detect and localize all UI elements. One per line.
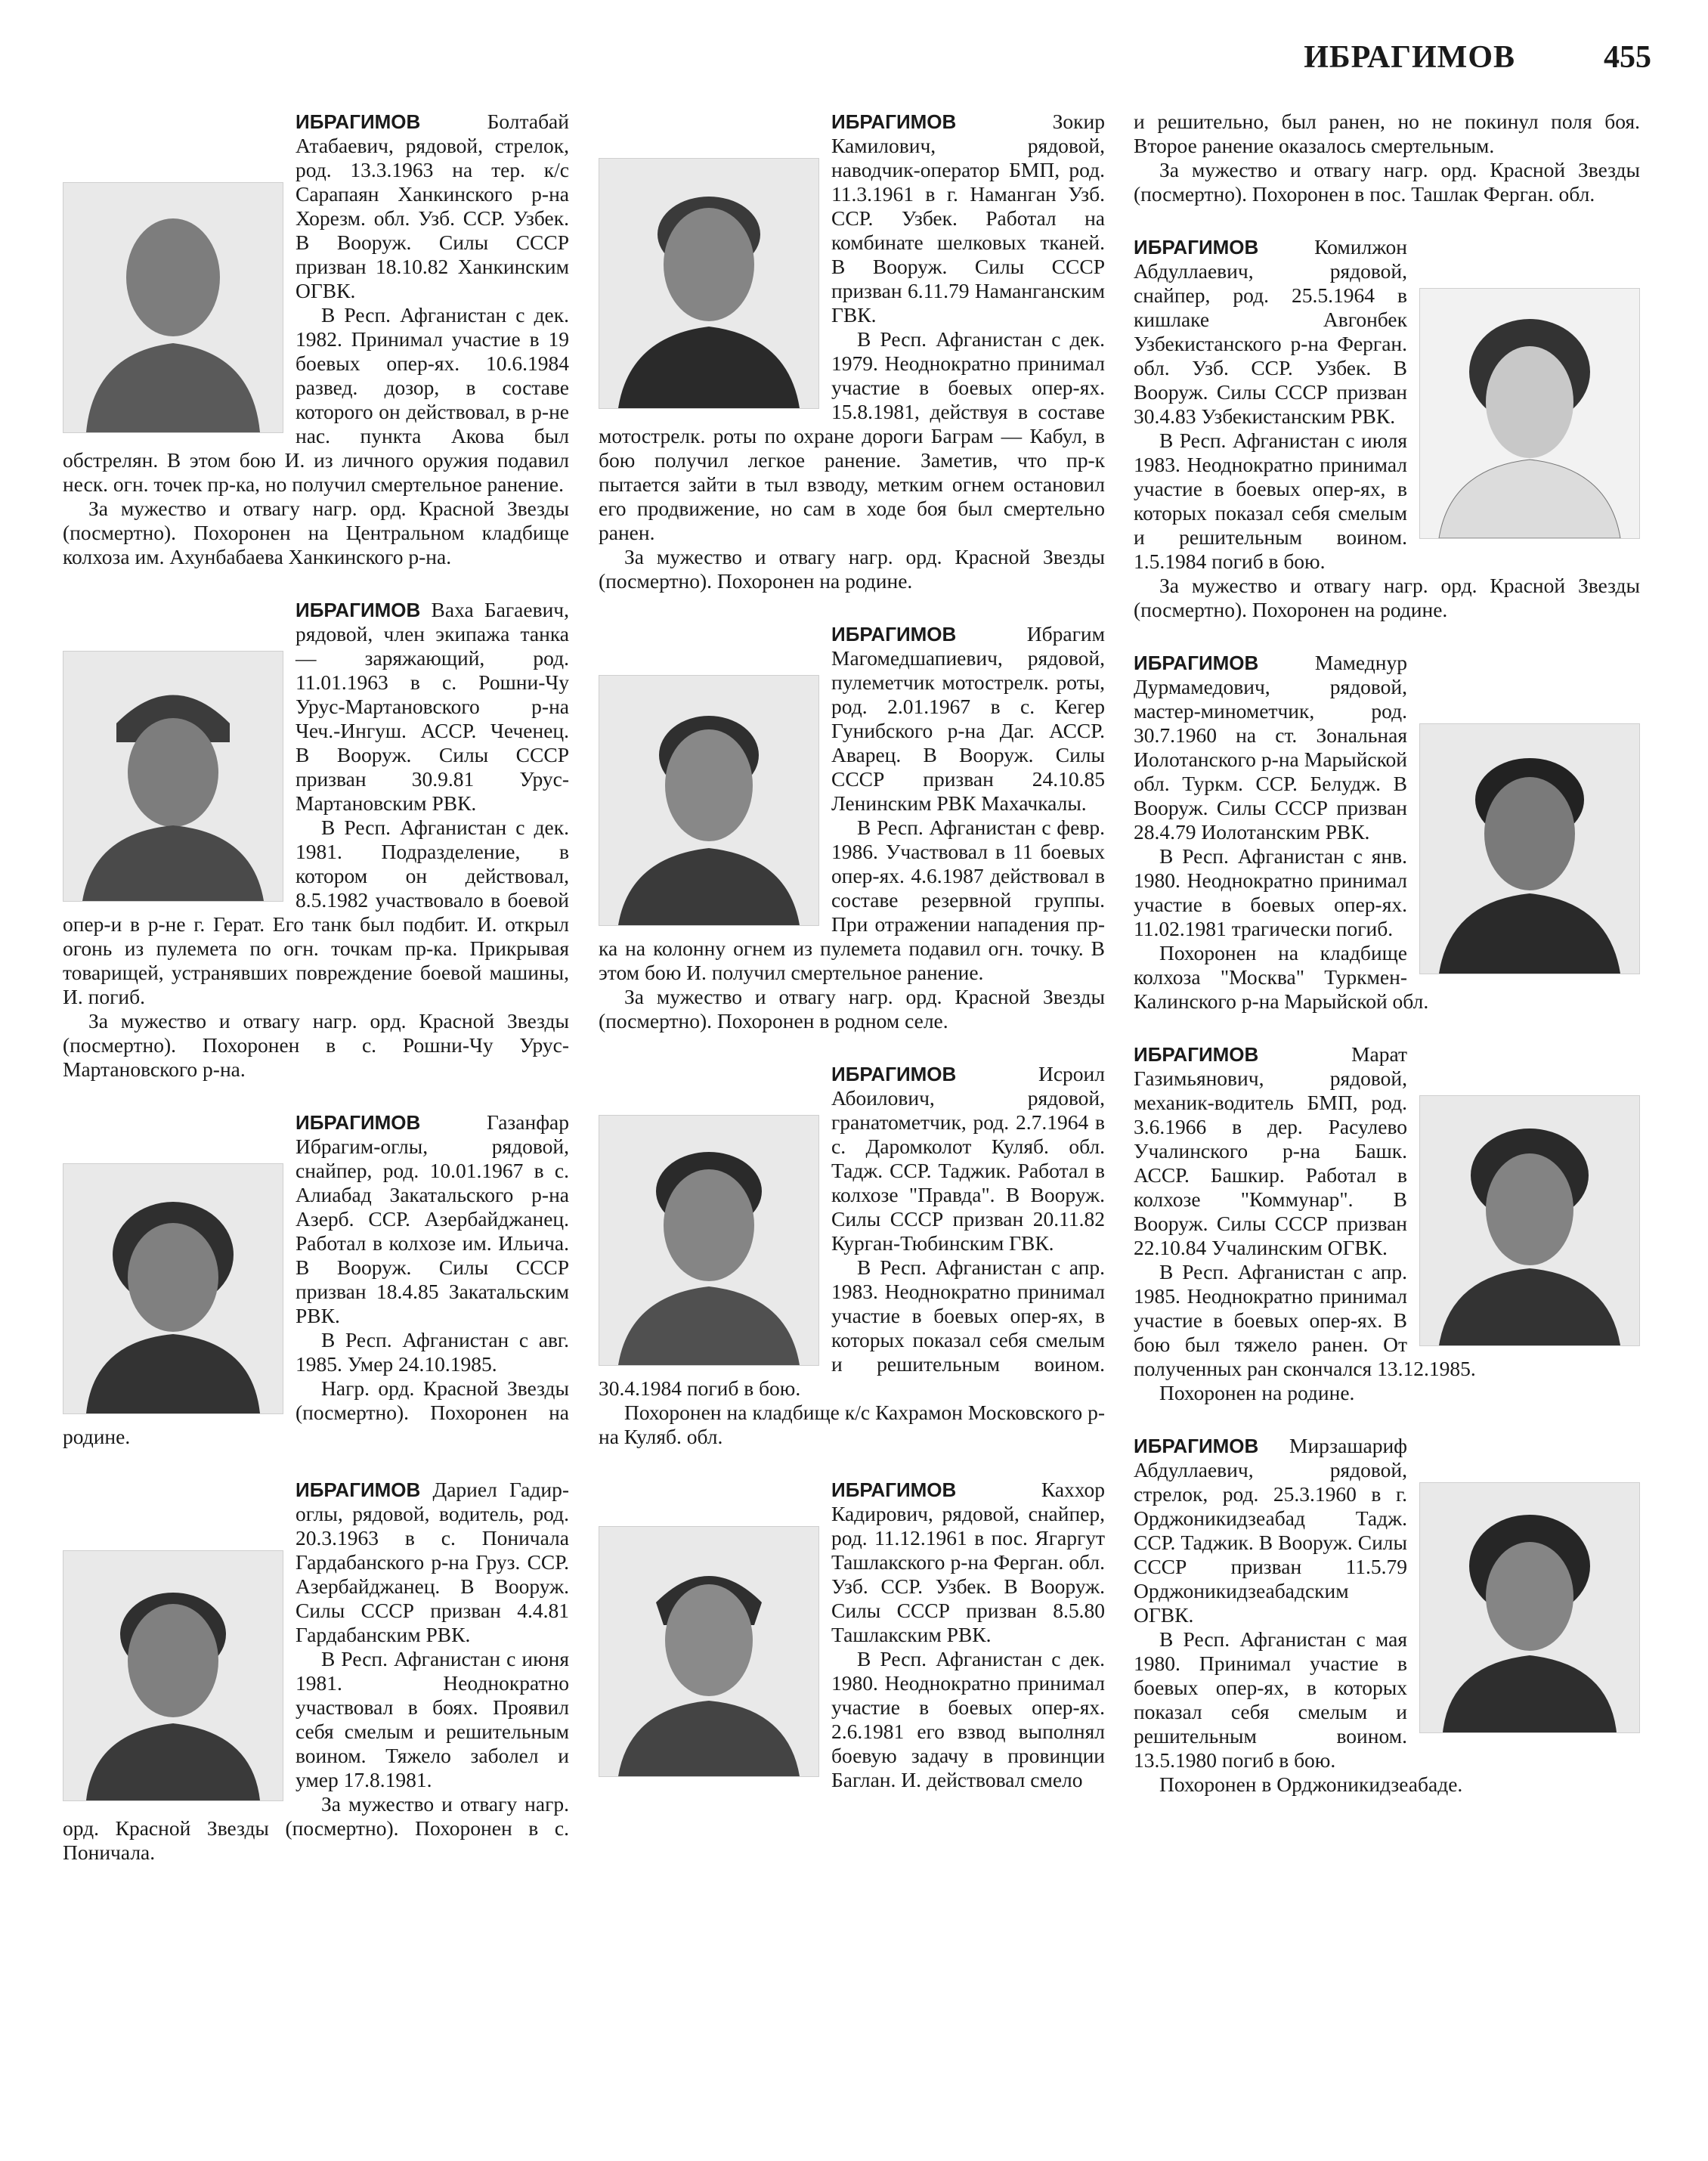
portrait-photo [599,158,819,409]
entry-text: Похоронен в Орджоникидзеабаде. [1159,1772,1463,1796]
portrait-photo [599,675,819,926]
page-header [60,39,1651,85]
portrait-silhouette-icon [599,159,818,408]
entry-marat [1134,1042,1640,1405]
portrait-photo [1419,288,1640,539]
entry-mamednur [1134,651,1640,1014]
entry-text: Каххор Кадирович, рядовой, снайпер, род. 11.12.1961 в пос. Ягаргут Ташлакского р-на Ферган. обл. Узб. ССР. Узбек. В Вооруж. Силы СССР призван 8.5.80 Ташлакским РВК. [831,1478,1105,1646]
entry-zokir [599,110,1105,593]
entry-surname: ИБРАГИМОВ [295,1111,421,1134]
entry-komiljon [1134,235,1640,622]
entry-text: В Респ. Афганистан с февр. 1986. Участвовал в 11 боевых опер-ях. 4.6.1987 действовал в составе резервной группы. При отражении нападения пр-ка на колонну огнем из пулемета подавил огн. точку. В этом бою И. получил смертельное ранение. [599,816,1105,984]
portrait-photo [1419,1482,1640,1733]
entry-surname: ИБРАГИМОВ [831,1478,957,1501]
portrait-silhouette-icon [1420,724,1639,974]
entry-surname: ИБРАГИМОВ [1134,236,1259,259]
portrait-silhouette-icon [1420,1483,1639,1732]
portrait-photo [1419,1095,1640,1346]
entry-surname: ИБРАГИМОВ [1134,1043,1259,1066]
entry-text: За мужество и отвагу нагр. орд. Красной Звезды (посмертно). Похоронен в с. Поничала. [63,1792,569,1864]
entry-vakha [63,598,569,1082]
entry-surname: ИБРАГИМОВ [831,623,957,646]
portrait-photo [63,1163,283,1414]
portrait-photo [1419,723,1640,974]
portrait-silhouette-icon [63,1551,283,1800]
entry-text: За мужество и отвагу нагр. орд. Красной Звезды (посмертно). Похоронен в родном селе. [599,985,1105,1033]
entry-text: Нагр. орд. Красной Звезды (посмертно). Похоронен на родине. [63,1376,569,1448]
entry-text: В Респ. Афганистан с мая 1980. Принимал участие в боевых опер-ях, в которых показал себя смелым и решительным воином. 13.5.1980 погиб в бою. [1134,1627,1407,1772]
entry-surname: ИБРАГИМОВ [295,599,421,621]
portrait-silhouette-icon [599,676,818,925]
entry-text: За мужество и отвагу нагр. орд. Красной Звезды (посмертно). Похоронен на Центральном кладбище колхоза им. Ахунбабаева Ханкинского р-на. [63,497,569,568]
portrait-silhouette-icon [599,1116,818,1365]
entry-kakhkhor-continuation [1134,110,1640,206]
entry-text: Похоронен на родине. [1159,1381,1355,1404]
portrait-photo [599,1115,819,1366]
portrait-silhouette-icon [1420,289,1639,538]
entry-ibragim [599,622,1105,1033]
entry-text: За мужество и отвагу нагр. орд. Красной Звезды (посмертно). Похоронен на родине. [1134,574,1640,621]
entry-text: Мирзашариф Абдуллаевич, рядовой, стрелок, род. 25.3.1960 в г. Орджоникидзеабад Тадж. ССР. Таджик. В Вооруж. Силы СССР призван 11.5.79 Орджоникидзеабадским ОГВК. [1134,1434,1407,1627]
entry-surname: ИБРАГИМОВ [295,1478,421,1501]
portrait-photo [63,182,283,433]
entry-isroil [599,1062,1105,1449]
entry-text: Газанфар Ибрагим-оглы, рядовой, снайпер, род. 10.01.1967 в с. Алиабад Закатальского р-на Азерб. ССР. Азербайджанец. Работал в колхозе им. Ильича. В Вооруж. Силы СССР призван 18.4.85 Закатальским РВК. [295,1110,569,1327]
entry-text: Ваха Багаевич, рядовой, член экипажа танка — заряжающий, род. 11.01.1963 в с. Рошни-Чу Урус-Мартановского р-на Чеч.-Ингуш. АССР. Чеченец. В Вооруж. Силы СССР призван 30.9.81 Урус-Мартановским РВК. [295,598,569,815]
entry-text: За мужество и отвагу нагр. орд. Красной Звезды (посмертно). Похоронен на родине. [599,545,1105,593]
entry-text: В Респ. Афганистан с дек. 1980. Неоднократно принимал участие в боевых опер-ях. 2.6.1981 его взвод выполнял боевую задачу в провинции Баглан. И. действовал смело [831,1647,1105,1791]
entry-text: В Респ. Афганистан с дек. 1979. Неоднократно принимал участие в боевых опер-ях. 15.8.1981, действуя в составе мотострелк. роты по охране дороги Баграм — Кабул, в бою получил легкое ранение. Заметив, что пр-к пытается зайти в тыл взводу, метким огнем остановил его продвижение, но сам в ходе боя был смертельно ранен. [599,327,1105,544]
entry-text: Похоронен на кладбище колхоза "Москва" Туркмен-Калинского р-на Марыйской обл. [1134,941,1429,1013]
column-1 [63,110,569,1893]
portrait-silhouette-icon [599,1527,818,1776]
entry-text: Болтабай Атабаевич, рядовой, стрелок, род. 13.3.1963 на тер. к/с Сарапаян Ханкинского р-на Хорезм. обл. Узб. ССР. Узбек. В Вооруж. Силы СССР призван 18.10.82 Ханкинским ОГВК. [295,110,569,302]
entry-surname: ИБРАГИМОВ [1134,1435,1259,1457]
entry-surname: ИБРАГИМОВ [295,110,421,133]
portrait-silhouette-icon [1420,1096,1639,1345]
running-head: ИБРАГИМОВ [1304,40,1515,75]
entry-text: Марат Газимьянович, рядовой, механик-водитель БМП, род. 3.6.1966 в дер. Расулево Учалинского р-на Башк. АССР. Башкир. Работал в колхозе "Коммунар". В Вооруж. Силы СССР призван 22.10.84 Учалинским ОГВК. [1134,1042,1407,1259]
entry-text: Исроил Абоилович, рядовой, гранатометчик, род. 2.7.1964 в с. Даромколот Куляб. обл. Тадж. ССР. Таджик. Работал в колхозе "Правда". В Вооруж. Силы СССР призван 20.11.82 Курган-Тюбинским ГВК. [831,1062,1105,1255]
entry-text: За мужество и отвагу нагр. орд. Красной Звезды (посмертно). Похоронен в с. Рошни-Чу Урус-Мартановского р-на. [63,1009,569,1081]
entry-text: В Респ. Афганистан с янв. 1980. Неоднократно принимал участие в боевых опер-ях. 11.02.1981 трагически погиб. [1134,844,1407,940]
entry-surname: ИБРАГИМОВ [831,1063,957,1085]
entry-text: В Респ. Афганистан с авг. 1985. Умер 24.10.1985. [295,1328,569,1376]
portrait-silhouette-icon [63,1164,283,1413]
entry-boltabai [63,110,569,569]
entry-text: В Респ. Афганистан с июня 1981. Неоднократно участвовал в боях. Проявил себя смелым и решительным воином. Тяжело заболел и умер 17.8.1981. [295,1647,569,1791]
portrait-photo [599,1526,819,1777]
entry-kakhkhor [599,1478,1105,1792]
entry-text: В Респ. Афганистан с дек. 1982. Принимал участие в 19 боевых опер-ях. 10.6.1984 развед. дозор, в составе которого он действовал, в р-не нас. пункта Акова был обстрелян. В этом бою И. из личного оружия подавил неск. огн. точек пр-ка, но получил смертельное ранение. [63,303,569,496]
entry-mirzasharif [1134,1434,1640,1797]
entry-text: Мамеднур Дурмамедович, рядовой, мастер-минометчик, род. 30.7.1960 на ст. Зональная Иолотанского р-на Марыйской обл. Туркм. ССР. Белудж. В Вооруж. Силы СССР призван 28.4.79 Иолотанским РВК. [1134,651,1407,844]
portrait-silhouette-icon [63,652,283,901]
entry-text: Ибрагим Магомедшапиевич, рядовой, пулеметчик мотострелк. роты, род. 2.01.1967 в с. Кегер Гунибского р-на Даг. АССР. Аварец. В Вооруж. Силы СССР призван 24.10.85 Ленинским РВК Махачкалы. [831,622,1105,815]
entry-text: и решительно, был ранен, но не покинул поля боя. Второе ранение оказалось смертельным. [1134,110,1640,157]
entry-surname: ИБРАГИМОВ [831,110,957,133]
entry-text: В Респ. Афганистан с апр. 1985. Неоднократно принимал участие в боевых опер-ях. В бою был тяжело ранен. От полученных ран скончался 13.12.1985. [1134,1260,1476,1380]
entry-text: Комилжон Абдуллаевич, рядовой, снайпер, род. 25.5.1964 в кишлаке Авгонбек Узбекистанского р-на Ферган. обл. Узб. ССР. Узбек. В Вооруж. Силы СССР призван 30.4.83 Узбекистанским РВК. [1134,235,1407,428]
entry-text: Похоронен на кладбище к/с Кахрамон Московского р-на Куляб. обл. [599,1401,1105,1448]
page-number: 455 [1604,40,1651,75]
portrait-photo [63,1550,283,1801]
entry-text: В Респ. Афганистан с дек. 1981. Подразделение, в котором он действовал, 8.5.1982 участвовало в боевой опер-и в р-не г. Герат. Его танк был подбит. И. открыл огонь из пулемета по огн. точкам пр-ка. Прикрывая товарищей, устранявших повреждение боевой машины, И. погиб. [63,816,569,1008]
portrait-photo [63,651,283,902]
entry-text: Дариел Гадир-оглы, рядовой, водитель, род. 20.3.1963 в с. Поничала Гардабанского р-на Груз. ССР. Азербайджанец. В Вооруж. Силы СССР призван 4.4.81 Гардабанским РВК. [295,1478,569,1646]
column-3 [1134,110,1640,1825]
entry-dariel [63,1478,569,1865]
entry-text: В Респ. Афганистан с апр. 1983. Неоднократно принимал участие в боевых опер-ях, в которых показал себя смелым и решительным воином. 30.4.1984 погиб в бою. [599,1255,1105,1400]
entry-text: За мужество и отвагу нагр. орд. Красной Звезды (посмертно). Похоронен в пос. Ташлак Ферган. обл. [1134,158,1640,206]
entry-text: В Респ. Афганистан с июля 1983. Неоднократно принимал участие в боевых опер-ях, в которых показал себя смелым и решительным воином. 1.5.1984 погиб в бою. [1134,429,1407,573]
entry-text: Зокир Камилович, рядовой, наводчик-оператор БМП, род. 11.3.1961 в г. Наманган Узб. ССР. Узбек. Работал на комбинате шелковых тканей. В Вооруж. Силы СССР призван 6.11.79 Наманганским ГВК. [831,110,1105,327]
column-2 [599,110,1105,1821]
entry-surname: ИБРАГИМОВ [1134,652,1259,674]
entry-gazanfar [63,1110,569,1449]
portrait-silhouette-icon [63,183,283,432]
